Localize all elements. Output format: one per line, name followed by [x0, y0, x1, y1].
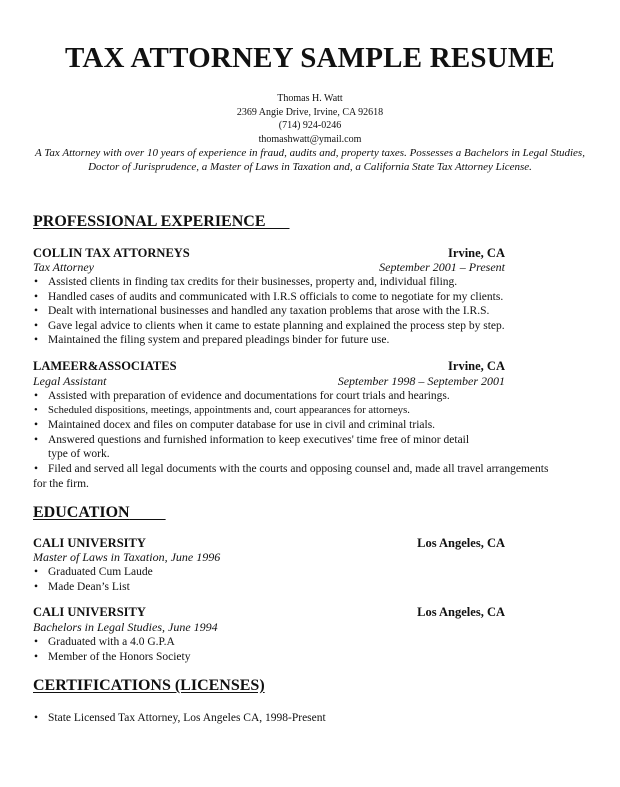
contact-phone: (714) 924-0246: [278, 120, 342, 131]
job-dates: September 2001 – Present: [379, 260, 505, 274]
degree: Master of Laws in Taxation, June 1996: [33, 550, 221, 564]
list-item: • Graduated with a 4.0 G.P.A: [33, 635, 553, 650]
school-header: [33, 536, 505, 551]
contact-name: Thomas H. Watt: [277, 93, 343, 104]
job-header: [33, 359, 505, 374]
page-title: TAX ATTORNEY SAMPLE RESUME: [65, 42, 555, 74]
company-name: COLLIN TAX ATTORNEYS: [33, 246, 190, 260]
list-item: • Dealt with international businesses and handled any taxation problems that arose with the I.R.S.: [33, 304, 553, 319]
list-item: • Handled cases of audits and communicated with I.R.S officials to come to negotiate for my clients.: [33, 290, 553, 305]
list-item-continuation: for the firm.: [33, 478, 89, 490]
list-item: • Maintained docex and files on computer database for use in civil and criminal trials.: [33, 418, 553, 433]
degree-row: [33, 550, 505, 565]
experience-heading: PROFESSIONAL EXPERIENCE: [33, 213, 266, 230]
list-item: • Assisted with preparation of evidence and documentations for court trials and hearings.: [33, 389, 553, 404]
certifications-heading: CERTIFICATIONS (LICENSES): [33, 677, 265, 694]
list-item: • Gave legal advice to clients when it came to estate planning and explained the process step by step.: [33, 319, 553, 334]
school-name: CALI UNIVERSITY: [33, 536, 146, 550]
list-item: • Answered questions and furnished information to keep executives' time free of minor detail: [33, 433, 553, 448]
list-item-continuation: type of work.: [48, 448, 110, 460]
degree: Bachelors in Legal Studies, June 1994: [33, 620, 218, 634]
list-item: • Maintained the filing system and prepared pleadings binder for future use.: [33, 333, 553, 348]
list-item: • Assisted clients in finding tax credits for their businesses, property and, individual filing.: [33, 275, 553, 290]
school-name: CALI UNIVERSITY: [33, 605, 146, 619]
list-item: • Made Dean’s List: [33, 580, 553, 595]
job-role-row: [33, 260, 505, 275]
job-location: Irvine, CA: [448, 246, 505, 260]
job-bullets: [33, 275, 553, 348]
list-item: • Graduated Cum Laude: [33, 565, 553, 580]
company-name: LAMEER&ASSOCIATES: [33, 359, 177, 373]
certification-bullets: [33, 711, 553, 726]
school-location: Los Angeles, CA: [417, 605, 505, 619]
job-bullets: [33, 389, 553, 447]
school-bullets: [33, 565, 553, 594]
school-header: [33, 605, 505, 620]
job-header: [33, 246, 505, 261]
job-location: Irvine, CA: [448, 359, 505, 373]
contact-address: 2369 Angie Drive, Irvine, CA 92618: [236, 106, 384, 118]
list-item: • Scheduled dispositions, meetings, appointments and, court appearances for attorneys.: [33, 404, 553, 419]
list-item: • State Licensed Tax Attorney, Los Angeles CA, 1998-Present: [33, 711, 553, 726]
job-dates: September 1998 – September 2001: [337, 374, 505, 388]
job-role: Legal Assistant: [33, 374, 107, 388]
education-heading: EDUCATION: [33, 504, 130, 521]
degree-row: [33, 620, 505, 635]
job-bullets: [33, 462, 593, 477]
list-item: • Filed and served all legal documents with the courts and opposing counsel and, made all travel arrangements: [33, 462, 593, 477]
summary: A Tax Attorney with over 10 years of experience in fraud, audits and, property taxes. Possesses a Bachelors in Legal Studies, Doctor of Jurisprudence, a Master of Laws in Taxation and, a California State Tax Attorney License.: [35, 147, 585, 173]
school-location: Los Angeles, CA: [417, 536, 505, 550]
job-role: Tax Attorney: [33, 260, 95, 274]
list-item: • Member of the Honors Society: [33, 650, 553, 665]
contact-email: thomashwatt@ymail.com: [258, 133, 362, 145]
job-role-row: [33, 374, 505, 389]
contact-block: [0, 92, 620, 146]
school-bullets: [33, 635, 553, 664]
